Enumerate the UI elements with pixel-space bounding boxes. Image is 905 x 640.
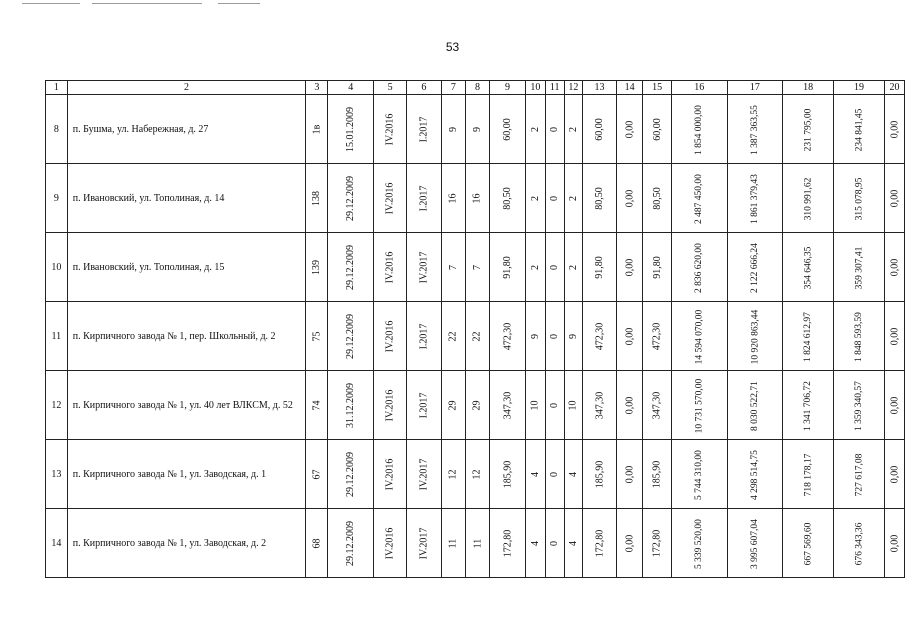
value-cell-c13 xyxy=(583,233,617,302)
cell-text: 1 359 340,57 xyxy=(853,380,864,431)
cell-text: 5 339 520,00 xyxy=(694,518,705,569)
cell-text: 472,30 xyxy=(651,322,663,350)
cell-text: 4 xyxy=(567,471,579,477)
value-cell-c16 xyxy=(671,95,727,164)
value-cell-c19 xyxy=(834,509,885,578)
cell-text: 8 030 522,71 xyxy=(749,380,760,431)
value-cell-c5 xyxy=(374,509,407,578)
value-cell-c15 xyxy=(643,371,672,440)
column-number-cell: 19 xyxy=(834,81,885,95)
address-cell: п. Кирпичного завода № 1, ул. 40 лет ВЛКСМ, д. 52 xyxy=(67,371,306,440)
value-cell-c18 xyxy=(783,509,834,578)
value-cell-c17 xyxy=(727,164,783,233)
cell-text: 9 xyxy=(447,126,459,132)
cell-text: 172,80 xyxy=(501,529,513,557)
value-cell-c14 xyxy=(616,440,643,509)
cell-text: IV.2016 xyxy=(384,251,396,283)
value-cell-c6 xyxy=(407,95,442,164)
cell-text: 10 731 570,00 xyxy=(694,378,705,433)
cell-text: 0,00 xyxy=(624,327,636,345)
value-cell-c3 xyxy=(306,164,328,233)
value-cell-c20 xyxy=(884,95,904,164)
cell-text: IV.2017 xyxy=(418,251,430,283)
address-cell: п. Ивановский, ул. Тополиная, д. 14 xyxy=(67,164,306,233)
value-cell-c4 xyxy=(328,371,374,440)
value-cell-c17 xyxy=(727,233,783,302)
value-cell-c11 xyxy=(545,509,564,578)
value-cell-c7 xyxy=(441,95,465,164)
value-cell-c19 xyxy=(834,302,885,371)
top-rule-2 xyxy=(92,3,202,4)
value-cell-c11 xyxy=(545,164,564,233)
cell-text: 667 569,60 xyxy=(803,522,814,565)
value-cell-c18 xyxy=(783,440,834,509)
cell-text: 0 xyxy=(549,126,561,132)
cell-text: 0,00 xyxy=(888,258,900,276)
cell-text: I.2017 xyxy=(418,185,430,211)
cell-text: 0,00 xyxy=(624,120,636,138)
column-number-cell: 6 xyxy=(407,81,442,95)
value-cell-c19 xyxy=(834,164,885,233)
row-number-cell: 10 xyxy=(46,233,68,302)
cell-text: 0,00 xyxy=(888,396,900,414)
cell-text: 2 xyxy=(567,126,579,132)
column-number-cell: 14 xyxy=(616,81,643,95)
cell-text: 60,00 xyxy=(594,117,606,141)
cell-text: 0 xyxy=(549,333,561,339)
cell-text: 74 xyxy=(311,400,323,410)
value-cell-c3 xyxy=(306,95,328,164)
cell-text: 347,30 xyxy=(501,391,513,419)
cell-text: 0,00 xyxy=(888,120,900,138)
value-cell-c12 xyxy=(564,509,583,578)
cell-text: 172,80 xyxy=(594,529,606,557)
cell-text: I.2017 xyxy=(418,392,430,418)
cell-text: 0,00 xyxy=(888,534,900,552)
row-number-cell: 8 xyxy=(46,95,68,164)
cell-text: 185,90 xyxy=(594,460,606,488)
cell-text: 0 xyxy=(549,195,561,201)
cell-text: 80,50 xyxy=(501,186,513,210)
cell-text: 185,90 xyxy=(501,460,513,488)
cell-text: I.2017 xyxy=(418,116,430,142)
value-cell-c15 xyxy=(643,509,672,578)
row-number-cell: 9 xyxy=(46,164,68,233)
cell-text: 29.12.2009 xyxy=(345,313,357,359)
value-cell-c10 xyxy=(525,371,545,440)
column-number-cell: 5 xyxy=(374,81,407,95)
column-number-cell: 20 xyxy=(884,81,904,95)
cell-text: 2 xyxy=(567,195,579,201)
value-cell-c13 xyxy=(583,371,617,440)
cell-text: 676 343,36 xyxy=(853,522,864,565)
housing-program-table xyxy=(45,80,905,578)
cell-text: 29 xyxy=(447,400,459,410)
cell-text: 718 178,17 xyxy=(803,453,814,496)
cell-text: 2 xyxy=(529,195,541,201)
cell-text: 231 795,00 xyxy=(803,108,814,151)
cell-text: 0 xyxy=(549,264,561,270)
value-cell-c20 xyxy=(884,302,904,371)
value-cell-c13 xyxy=(583,509,617,578)
value-cell-c11 xyxy=(545,302,564,371)
value-cell-c12 xyxy=(564,440,583,509)
cell-text: 9 xyxy=(471,126,483,132)
cell-text: 185,90 xyxy=(651,460,663,488)
top-rule-3 xyxy=(218,3,260,4)
cell-text: 1 387 363,55 xyxy=(749,104,760,155)
cell-text: 315 078,95 xyxy=(853,177,864,220)
value-cell-c15 xyxy=(643,302,672,371)
cell-text: 80,50 xyxy=(594,186,606,210)
value-cell-c16 xyxy=(671,164,727,233)
value-cell-c17 xyxy=(727,509,783,578)
column-number-cell: 16 xyxy=(671,81,727,95)
value-cell-c5 xyxy=(374,302,407,371)
value-cell-c3 xyxy=(306,440,328,509)
row-number-cell: 14 xyxy=(46,509,68,578)
column-number-cell: 11 xyxy=(545,81,564,95)
value-cell-c17 xyxy=(727,302,783,371)
value-cell-c19 xyxy=(834,440,885,509)
cell-text: 0 xyxy=(549,402,561,408)
value-cell-c5 xyxy=(374,233,407,302)
value-cell-c6 xyxy=(407,164,442,233)
cell-text: 22 xyxy=(447,331,459,341)
value-cell-c11 xyxy=(545,233,564,302)
value-cell-c10 xyxy=(525,509,545,578)
column-number-cell: 12 xyxy=(564,81,583,95)
cell-text: 0,00 xyxy=(624,465,636,483)
value-cell-c3 xyxy=(306,371,328,440)
value-cell-c12 xyxy=(564,302,583,371)
cell-text: I.2017 xyxy=(418,323,430,349)
row-number-cell: 11 xyxy=(46,302,68,371)
value-cell-c3 xyxy=(306,302,328,371)
cell-text: 472,30 xyxy=(594,322,606,350)
value-cell-c11 xyxy=(545,440,564,509)
value-cell-c8 xyxy=(465,233,489,302)
value-cell-c6 xyxy=(407,233,442,302)
cell-text: 67 xyxy=(311,469,323,479)
cell-text: 172,80 xyxy=(651,529,663,557)
value-cell-c20 xyxy=(884,233,904,302)
cell-text: 29.12.2009 xyxy=(345,451,357,497)
cell-text: 138 xyxy=(311,190,323,206)
value-cell-c5 xyxy=(374,164,407,233)
value-cell-c9 xyxy=(490,164,526,233)
value-cell-c15 xyxy=(643,440,672,509)
value-cell-c13 xyxy=(583,164,617,233)
column-number-cell: 8 xyxy=(465,81,489,95)
column-number-cell: 13 xyxy=(583,81,617,95)
value-cell-c18 xyxy=(783,233,834,302)
cell-text: 29.12.2009 xyxy=(345,175,357,221)
value-cell-c20 xyxy=(884,371,904,440)
value-cell-c4 xyxy=(328,95,374,164)
value-cell-c5 xyxy=(374,440,407,509)
cell-text: 354 646,35 xyxy=(803,246,814,289)
value-cell-c14 xyxy=(616,302,643,371)
cell-text: 1 861 379,43 xyxy=(749,173,760,224)
cell-text: 0,00 xyxy=(624,534,636,552)
value-cell-c13 xyxy=(583,95,617,164)
cell-text: 12 xyxy=(471,469,483,479)
cell-text: 91,80 xyxy=(651,255,663,279)
column-number-cell: 15 xyxy=(643,81,672,95)
column-number-cell: 18 xyxy=(783,81,834,95)
value-cell-c9 xyxy=(490,509,526,578)
value-cell-c3 xyxy=(306,233,328,302)
address-cell: п. Кирпичного завода № 1, пер. Школьный, д. 2 xyxy=(67,302,306,371)
value-cell-c15 xyxy=(643,95,672,164)
value-cell-c18 xyxy=(783,371,834,440)
value-cell-c19 xyxy=(834,95,885,164)
cell-text: 16 xyxy=(471,193,483,203)
value-cell-c6 xyxy=(407,302,442,371)
value-cell-c12 xyxy=(564,164,583,233)
cell-text: 4 xyxy=(567,540,579,546)
cell-text: 0,00 xyxy=(624,396,636,414)
cell-text: 0 xyxy=(549,540,561,546)
table-row xyxy=(46,371,905,440)
value-cell-c7 xyxy=(441,509,465,578)
cell-text: 11 xyxy=(471,538,483,548)
cell-text: 1 854 000,00 xyxy=(694,104,705,155)
cell-text: 1 824 612,97 xyxy=(803,311,814,362)
cell-text: 347,30 xyxy=(594,391,606,419)
cell-text: 359 307,41 xyxy=(853,246,864,289)
table-row xyxy=(46,164,905,233)
value-cell-c11 xyxy=(545,371,564,440)
cell-text: 310 991,62 xyxy=(803,177,814,220)
cell-text: 4 xyxy=(529,540,541,546)
value-cell-c8 xyxy=(465,302,489,371)
value-cell-c14 xyxy=(616,371,643,440)
cell-text: 2 xyxy=(529,264,541,270)
cell-text: 75 xyxy=(311,331,323,341)
column-number-cell: 1 xyxy=(46,81,68,95)
value-cell-c15 xyxy=(643,233,672,302)
cell-text: 0,00 xyxy=(888,327,900,345)
cell-text: 4 xyxy=(529,471,541,477)
cell-text: 139 xyxy=(311,259,323,275)
value-cell-c8 xyxy=(465,509,489,578)
value-cell-c10 xyxy=(525,95,545,164)
address-cell: п. Кирпичного завода № 1, ул. Заводская, д. 2 xyxy=(67,509,306,578)
value-cell-c15 xyxy=(643,164,672,233)
value-cell-c6 xyxy=(407,509,442,578)
value-cell-c10 xyxy=(525,440,545,509)
cell-text: 12 xyxy=(447,469,459,479)
value-cell-c9 xyxy=(490,95,526,164)
cell-text: 1 341 706,72 xyxy=(803,380,814,431)
column-number-cell: 17 xyxy=(727,81,783,95)
top-rule-1 xyxy=(22,3,80,4)
value-cell-c18 xyxy=(783,164,834,233)
table-row xyxy=(46,233,905,302)
cell-text: 10 xyxy=(567,400,579,410)
value-cell-c16 xyxy=(671,302,727,371)
value-cell-c4 xyxy=(328,509,374,578)
cell-text: 0,00 xyxy=(888,189,900,207)
value-cell-c20 xyxy=(884,164,904,233)
value-cell-c6 xyxy=(407,371,442,440)
cell-text: 727 617,08 xyxy=(853,453,864,496)
value-cell-c4 xyxy=(328,164,374,233)
value-cell-c9 xyxy=(490,371,526,440)
cell-text: 91,80 xyxy=(594,255,606,279)
column-number-cell: 10 xyxy=(525,81,545,95)
value-cell-c17 xyxy=(727,95,783,164)
value-cell-c13 xyxy=(583,440,617,509)
value-cell-c7 xyxy=(441,302,465,371)
address-cell: п. Кирпичного завода № 1, ул. Заводская, д. 1 xyxy=(67,440,306,509)
address-cell: п. Бушма, ул. Набережная, д. 27 xyxy=(67,95,306,164)
cell-text: 347,30 xyxy=(651,391,663,419)
cell-text: 4 298 514,75 xyxy=(749,449,760,500)
cell-text: 31.12.2009 xyxy=(345,382,357,428)
cell-text: 9 xyxy=(567,333,579,339)
cell-text: 2 487 450,00 xyxy=(694,173,705,224)
value-cell-c10 xyxy=(525,302,545,371)
value-cell-c4 xyxy=(328,440,374,509)
row-number-cell: 13 xyxy=(46,440,68,509)
cell-text: 29.12.2009 xyxy=(345,244,357,290)
value-cell-c4 xyxy=(328,233,374,302)
value-cell-c18 xyxy=(783,95,834,164)
value-cell-c16 xyxy=(671,371,727,440)
cell-text: IV.2016 xyxy=(384,389,396,421)
value-cell-c16 xyxy=(671,509,727,578)
value-cell-c14 xyxy=(616,164,643,233)
value-cell-c12 xyxy=(564,371,583,440)
value-cell-c10 xyxy=(525,164,545,233)
cell-text: 11 xyxy=(447,538,459,548)
cell-text: 10 xyxy=(529,400,541,410)
cell-text: 5 744 310,00 xyxy=(694,449,705,500)
cell-text: 22 xyxy=(471,331,483,341)
cell-text: 2 xyxy=(567,264,579,270)
cell-text: 68 xyxy=(311,538,323,548)
column-number-cell: 7 xyxy=(441,81,465,95)
value-cell-c4 xyxy=(328,302,374,371)
value-cell-c8 xyxy=(465,95,489,164)
cell-text: IV.2017 xyxy=(418,458,430,490)
value-cell-c7 xyxy=(441,371,465,440)
cell-text: 2 xyxy=(529,126,541,132)
value-cell-c20 xyxy=(884,440,904,509)
value-cell-c9 xyxy=(490,233,526,302)
value-cell-c9 xyxy=(490,440,526,509)
value-cell-c6 xyxy=(407,440,442,509)
column-number-cell: 9 xyxy=(490,81,526,95)
value-cell-c16 xyxy=(671,233,727,302)
value-cell-c20 xyxy=(884,509,904,578)
value-cell-c13 xyxy=(583,302,617,371)
cell-text: 3 995 607,04 xyxy=(749,518,760,569)
value-cell-c8 xyxy=(465,371,489,440)
cell-text: 0 xyxy=(549,471,561,477)
column-number-row xyxy=(46,81,905,95)
value-cell-c7 xyxy=(441,233,465,302)
row-number-cell: 12 xyxy=(46,371,68,440)
cell-text: 14 594 070,00 xyxy=(694,309,705,364)
column-number-cell: 4 xyxy=(328,81,374,95)
cell-text: 0,00 xyxy=(624,258,636,276)
page-number: 53 xyxy=(445,40,460,54)
cell-text: 7 xyxy=(471,264,483,270)
cell-text: 0,00 xyxy=(888,465,900,483)
value-cell-c7 xyxy=(441,164,465,233)
cell-text: IV.2017 xyxy=(418,527,430,559)
table-row xyxy=(46,509,905,578)
value-cell-c10 xyxy=(525,233,545,302)
value-cell-c14 xyxy=(616,95,643,164)
column-number-cell: 3 xyxy=(306,81,328,95)
cell-text: 2 836 620,00 xyxy=(694,242,705,293)
value-cell-c18 xyxy=(783,302,834,371)
address-cell: п. Ивановский, ул. Тополиная, д. 15 xyxy=(67,233,306,302)
column-number-cell: 2 xyxy=(67,81,306,95)
value-cell-c9 xyxy=(490,302,526,371)
value-cell-c8 xyxy=(465,164,489,233)
value-cell-c12 xyxy=(564,95,583,164)
value-cell-c8 xyxy=(465,440,489,509)
cell-text: 60,00 xyxy=(651,117,663,141)
value-cell-c17 xyxy=(727,440,783,509)
cell-text: 10 920 863,44 xyxy=(749,309,760,364)
table-row xyxy=(46,95,905,164)
value-cell-c7 xyxy=(441,440,465,509)
value-cell-c3 xyxy=(306,509,328,578)
cell-text: 91,80 xyxy=(501,255,513,279)
cell-text: 7 xyxy=(447,264,459,270)
value-cell-c19 xyxy=(834,233,885,302)
cell-text: IV.2016 xyxy=(384,527,396,559)
cell-text: 2 122 666,24 xyxy=(749,242,760,293)
cell-text: 1 848 593,59 xyxy=(853,311,864,362)
value-cell-c5 xyxy=(374,95,407,164)
cell-text: 15.01.2009 xyxy=(345,106,357,152)
table-row xyxy=(46,440,905,509)
value-cell-c14 xyxy=(616,509,643,578)
cell-text: IV.2016 xyxy=(384,182,396,214)
cell-text: IV.2016 xyxy=(384,458,396,490)
value-cell-c19 xyxy=(834,371,885,440)
table-row xyxy=(46,302,905,371)
cell-text: 234 841,45 xyxy=(853,108,864,151)
value-cell-c17 xyxy=(727,371,783,440)
cell-text: 80,50 xyxy=(651,186,663,210)
value-cell-c5 xyxy=(374,371,407,440)
value-cell-c16 xyxy=(671,440,727,509)
value-cell-c12 xyxy=(564,233,583,302)
cell-text: 29.12.2009 xyxy=(345,520,357,566)
cell-text: IV.2016 xyxy=(384,320,396,352)
cell-text: 0,00 xyxy=(624,189,636,207)
cell-text: IV.2016 xyxy=(384,113,396,145)
cell-text: 9 xyxy=(529,333,541,339)
value-cell-c14 xyxy=(616,233,643,302)
cell-text: 60,00 xyxy=(501,117,513,141)
cell-text: 472,30 xyxy=(501,322,513,350)
cell-text: 16 xyxy=(447,193,459,203)
cell-text: 1в xyxy=(311,124,323,134)
value-cell-c11 xyxy=(545,95,564,164)
cell-text: 29 xyxy=(471,400,483,410)
